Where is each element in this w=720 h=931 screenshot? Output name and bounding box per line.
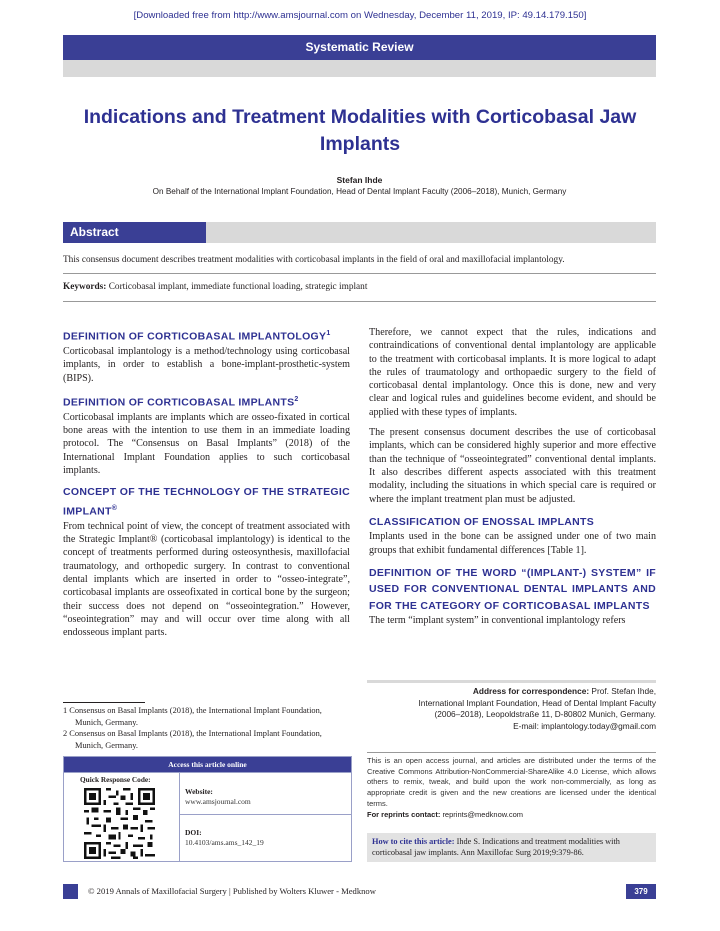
- qr-code-icon[interactable]: [84, 788, 155, 859]
- heading-concept-strategic-implant: CONCEPT OF THE TECHNOLOGY OF THE STRATEGIC IMPLANT®: [63, 486, 350, 518]
- access-heading: Access this article online: [64, 757, 351, 772]
- correspondence-bar: [367, 680, 656, 683]
- author-name: Stefan Ihde: [336, 175, 383, 185]
- access-divider: [64, 772, 351, 773]
- keywords-text: Corticobasal implant, immediate functional loading, strategic implant: [108, 282, 368, 292]
- qr-label: Quick Response Code:: [80, 775, 151, 784]
- correspondence-name: Prof. Stefan Ihde,: [591, 686, 656, 696]
- footnote-rule: [63, 702, 145, 703]
- reprints-contact: [367, 810, 656, 819]
- heading-classification: CLASSIFICATION OF ENOSSAL IMPLANTS: [369, 515, 595, 528]
- doi-label: DOI:: [185, 828, 202, 837]
- citation-label: How to cite this article:: [372, 837, 455, 846]
- keywords-divider: [63, 301, 656, 302]
- footnote-2: 2 Consensus on Basal Implants (2018), the International Implant Foundation, Munich, Germany.: [63, 729, 322, 750]
- article-title: Indications and Treatment Modalities with Corticobasal Jaw Implants: [83, 106, 637, 155]
- reprints-email: reprints@medknow.com: [442, 810, 523, 819]
- website-link[interactable]: www.amsjournal.com: [185, 797, 251, 806]
- right-column: [369, 326, 656, 628]
- download-notice: [Downloaded free from http://www.amsjournal.com on Wednesday, December 11, 2019, IP: 49.14.179.150]: [133, 10, 587, 21]
- paragraph: The term “implant system” in conventional implantology refers: [369, 615, 626, 627]
- footnotes: [63, 705, 350, 751]
- footer-copyright: © 2019 Annals of Maxillofacial Surgery | Published by Wolters Kluwer - Medknow: [88, 886, 376, 896]
- license-divider: [367, 752, 656, 753]
- doi-link[interactable]: 10.4103/ams.ams_142_19: [185, 838, 264, 847]
- heading-definition-implantology: DEFINITION OF CORTICOBASAL IMPLANTOLOGY$^1$: [63, 330, 331, 343]
- keywords-label: Keywords:: [63, 282, 107, 292]
- access-online-box: [63, 756, 352, 862]
- heading-definition-implants: DEFINITION OF CORTICOBASAL IMPLANTS$^2$: [63, 395, 299, 409]
- abstract-heading-strip: [206, 222, 656, 243]
- abstract-divider: [63, 273, 656, 274]
- correspondence-line: (2006–2018), Leopoldstraße 11, D‑80802 Munich, Germany.: [434, 709, 656, 720]
- correspondence-line: International Implant Foundation, Head of Dental Implant Faculty: [418, 697, 656, 708]
- paragraph: Therefore, we cannot expect that the rules, indications and contraindications of conventional dental implantology are applicable to the treatment with corticobasal implants. It is more logical to adapt the rules of traumatology and orthopaedic surgery to the field of corticobasal dental implantology. Once this is done, new and very clear and logical rules and guidelines become evident, and should be applied with these types of implants.: [369, 327, 656, 418]
- paragraph: The present consensus document describes the use of corticobasal implants, which can be considered highly superior and more effective than the technique of “osseointegrated” conventional dental implants. It also describes different aspects associated with this treatment modality, including the situations in which special care is required or where the implant treatment plan must be adjusted.: [369, 427, 656, 505]
- access-horizontal-divider: [179, 814, 351, 815]
- correspondence-label: Address for correspondence:: [472, 686, 590, 696]
- paragraph: From technical point of view, the concept of treatment associated with the Strategic Implant® (corticobasal implantology) is identical to the concept of treatments performed during osteosynthesis, maxillofacial traumatology, and orthopedic surgery. In contrast to conventional dental implants which are inserted in order to “osseo-integrate”, corticobasal implants are osseofixated in cortical bone by the surgeon; their success does not depend on “osseointegration.” However, “oseointegration” may and will occur over time along with all endosseous implant parts.: [63, 520, 350, 639]
- author-affiliation: On Behalf of the International Implant Foundation, Head of Dental Implant Faculty (2006–2018), Munich, Germany: [152, 187, 567, 196]
- access-vertical-divider: [179, 772, 180, 862]
- license-text: This is an open access journal, and articles are distributed under the terms of the Creative Commons Attribution-NonCommercial-ShareAlike 4.0 License, which allows others to remix, tweak, and build upon the work non-commercially, as long as appropriate credit is given and the new creations are licensed under the identical terms.: [367, 756, 656, 808]
- left-column: [63, 326, 350, 640]
- keywords: [63, 281, 656, 293]
- paragraph: Corticobasal implants are implants which are osseo-fixated in cortical bone areas with the intention to use them in an immediate loading protocol. The “Consensus on Basal Implants” (2018) of the International Implant Foundation applies to such corticobasal implants.: [63, 411, 350, 477]
- banner-grey-strip: [63, 60, 656, 77]
- website-label: Website:: [185, 787, 213, 796]
- abstract-text: This consensus document describes treatment modalities with corticobasal implants in the field of oral and maxillofacial implantology.: [63, 255, 565, 265]
- section-type-banner: Systematic Review: [63, 35, 656, 60]
- citation-text: Ihde S. Indications and treatment modalities with corticobasal jaw implants. Ann Maxillofac Surg 2019;9:379-86.: [372, 837, 620, 858]
- abstract-heading: Abstract: [63, 222, 206, 243]
- page-number: 379: [634, 887, 648, 896]
- correspondence-email: E‑mail: implantology.today@gmail.com: [513, 721, 656, 732]
- citation-box: [367, 833, 656, 862]
- reprints-label: For reprints contact:: [367, 810, 441, 819]
- footnote-1: 1 Consensus on Basal Implants (2018), the International Implant Foundation, Munich, Germany.: [63, 706, 322, 727]
- heading-definition-system: DEFINITION OF THE WORD “(IMPLANT-) SYSTEM” IF USED FOR CONVENTIONAL DENTAL IMPLANTS AND FOR THE CATEGORY OF CORTICOBASAL IMPLANTS: [369, 566, 656, 612]
- paragraph: Implants used in the bone can be assigned under one of two main groups that exhibit fundamental differences [Table 1].: [369, 531, 656, 556]
- paragraph: Corticobasal implantology is a method/technology using corticobasal implants, in order to establish a bone-implant-prosthetic-system (BIPS).: [63, 346, 350, 384]
- correspondence-block: [367, 686, 656, 733]
